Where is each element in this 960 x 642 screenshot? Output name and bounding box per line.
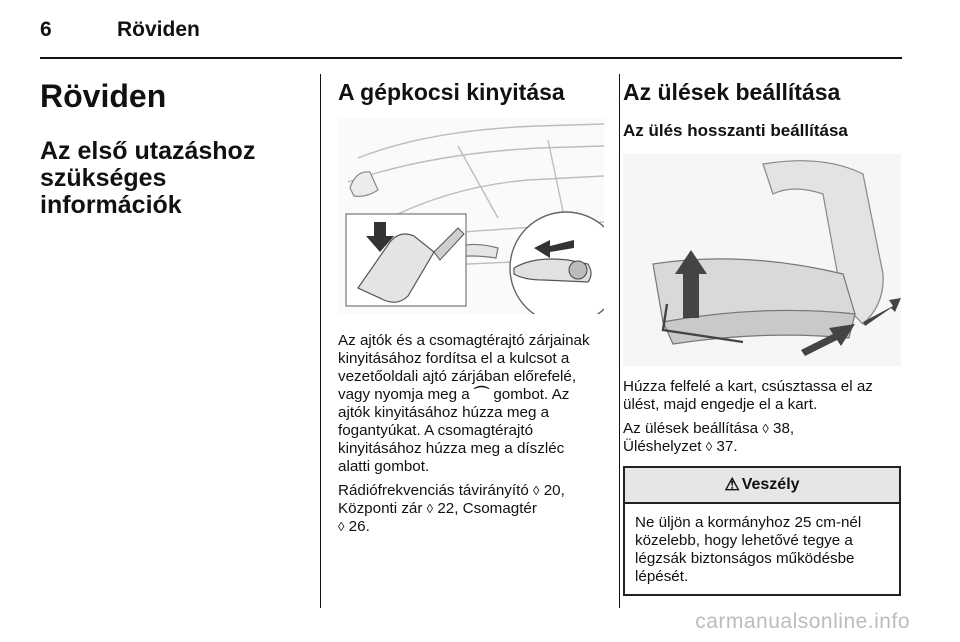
page-ref-icon: ◊ (705, 439, 713, 454)
column-divider-2 (619, 74, 620, 608)
header-rule (40, 57, 902, 59)
page-number: 6 (40, 18, 52, 41)
column-intro (40, 72, 310, 219)
watermark: carmanualsonline.info (695, 610, 910, 633)
car-door-unlock-illustration (338, 118, 604, 314)
seat-references: Az ülések beállítása ◊ 38, Üléshelyzet ◊ 37. (623, 420, 795, 455)
running-title: Röviden (117, 18, 200, 41)
seat-adjust-illustration (623, 154, 901, 366)
unlock-button-icon: ⌒ (473, 386, 490, 403)
warning-box (623, 466, 901, 596)
seats-heading: Az ülések beállítása (623, 79, 841, 105)
subtitle-line-2: szükséges információk (40, 164, 182, 219)
unlock-references: Rádiófrekvenciás távirányító ◊ 20, Központi zár ◊ 22, Csomagtér ◊ 26. (338, 482, 565, 535)
seat-adjust-body: Húzza felfelé a kart, csúsztassa el az ülést, majd engedje el a kart. (623, 378, 873, 413)
warning-header (625, 468, 899, 504)
seats-subheading: Az ülés hosszanti beállítása (623, 121, 848, 140)
unlock-heading: A gépkocsi kinyitása (338, 79, 565, 105)
subtitle-line-1: Az első utazáshoz (40, 137, 256, 165)
page-ref-icon: ◊ (533, 483, 540, 498)
page-ref-icon: ◊ (426, 501, 434, 516)
column-divider-1 (320, 74, 321, 608)
section-title: Röviden (40, 78, 167, 114)
warning-body: Ne üljön a kormányhoz 25 cm-nél közelebb, hogy lehetővé tegye a légzsák biztonságos működésbe lépését. (635, 514, 862, 585)
page-ref-icon: ◊ (338, 519, 345, 534)
column-seats (623, 72, 903, 596)
warning-icon: ⚠ (724, 475, 740, 494)
page-ref-icon: ◊ (762, 421, 769, 436)
column-unlock (338, 72, 606, 542)
section-subtitle (40, 138, 310, 219)
unlock-body: Az ajtók és a csomagtérajtó zárjainak kinyitásához fordítsa el a kulcsot a vezetőoldali ajtó zárjában előrefelé, vagy nyomja meg a ⌒ gombot. Az ajtók kinyitásához húzza meg a fogantyúkat. A csomagtérajtó kinyitásához húzza meg a díszléc alatti gombot. (338, 332, 590, 475)
warning-title: Veszély (741, 476, 800, 493)
